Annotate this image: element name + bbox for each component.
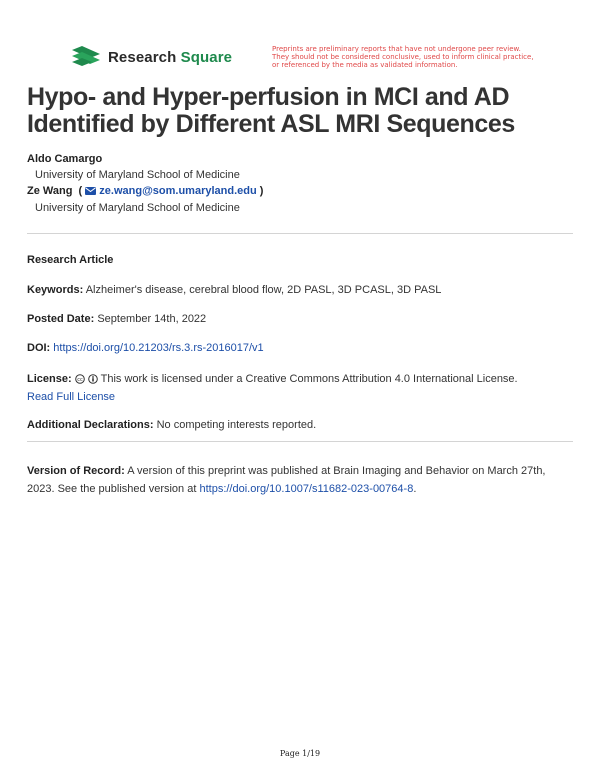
envelope-icon (85, 184, 96, 200)
posted-date (27, 311, 575, 327)
doi-label: DOI: (27, 342, 51, 354)
keywords-value: Alzheimer's disease, cerebral blood flow, 2D PASL, 3D PCASL, 3D PASL (85, 284, 442, 296)
doi-link[interactable]: https://doi.org/10.21203/rs.3.rs-2016017/v1 (53, 342, 264, 354)
license-label: License: (27, 373, 72, 385)
research-square-logo[interactable] (72, 46, 232, 68)
disclaimer-line: They should not be considered conclusive, used to inform clinical practice, (272, 53, 534, 61)
corresponding-author: Ze Wang ( ze.wang@som.umaryland.edu ) (27, 183, 575, 200)
declarations-value: No competing interests reported. (156, 419, 317, 431)
record-text: 2023. See the published version at (27, 483, 197, 495)
author-name: Aldo Camargo (27, 153, 103, 165)
cc-icon (75, 373, 85, 389)
keywords (27, 282, 575, 298)
license-text: This work is licensed under a Creative Commons Attribution 4.0 International License. (100, 373, 518, 385)
record-label: Version of Record: (27, 465, 125, 477)
paper-title: Hypo- and Hyper-perfusion in MCI and AD Identified by Different ASL MRI Sequences (27, 83, 515, 138)
additional-declarations (27, 417, 575, 433)
author-list (27, 151, 575, 216)
declarations-label: Additional Declarations: (27, 419, 154, 431)
doi (27, 340, 575, 356)
author-name: Ze Wang (27, 185, 73, 197)
record-text: A version of this preprint was published at Brain Imaging and Behavior on March 27th, (127, 465, 546, 477)
svg-text:cc: cc (76, 377, 83, 383)
page-number: Page 1/19 (279, 749, 321, 758)
author-affiliation: University of Maryland School of Medicine (35, 169, 240, 181)
preprint-disclaimer (272, 45, 542, 69)
brand-name: Research Square (108, 48, 233, 66)
posted-date-label: Posted Date: (27, 313, 95, 325)
license (27, 371, 575, 405)
divider (27, 441, 573, 442)
header (72, 46, 232, 76)
disclaimer-line: Preprints are preliminary reports that have not undergone peer review. (272, 45, 521, 53)
research-square-logo-icon (72, 46, 100, 68)
divider (27, 233, 573, 234)
version-of-record (27, 462, 575, 498)
article-type: Research Article (27, 254, 114, 266)
record-text-end: . (413, 483, 417, 495)
posted-date-value: September 14th, 2022 (97, 313, 207, 325)
attribution-icon (88, 373, 98, 389)
published-version-link[interactable]: https://doi.org/10.1007/s11682-023-00764-8 (199, 483, 414, 495)
read-full-license-link[interactable]: Read Full License (27, 391, 116, 403)
keywords-label: Keywords: (27, 284, 84, 296)
author-email-link[interactable]: ze.wang@som.umaryland.edu (99, 185, 257, 197)
disclaimer-line: or referenced by the media as validated information. (272, 61, 458, 69)
author-affiliation: University of Maryland School of Medicine (35, 202, 240, 214)
